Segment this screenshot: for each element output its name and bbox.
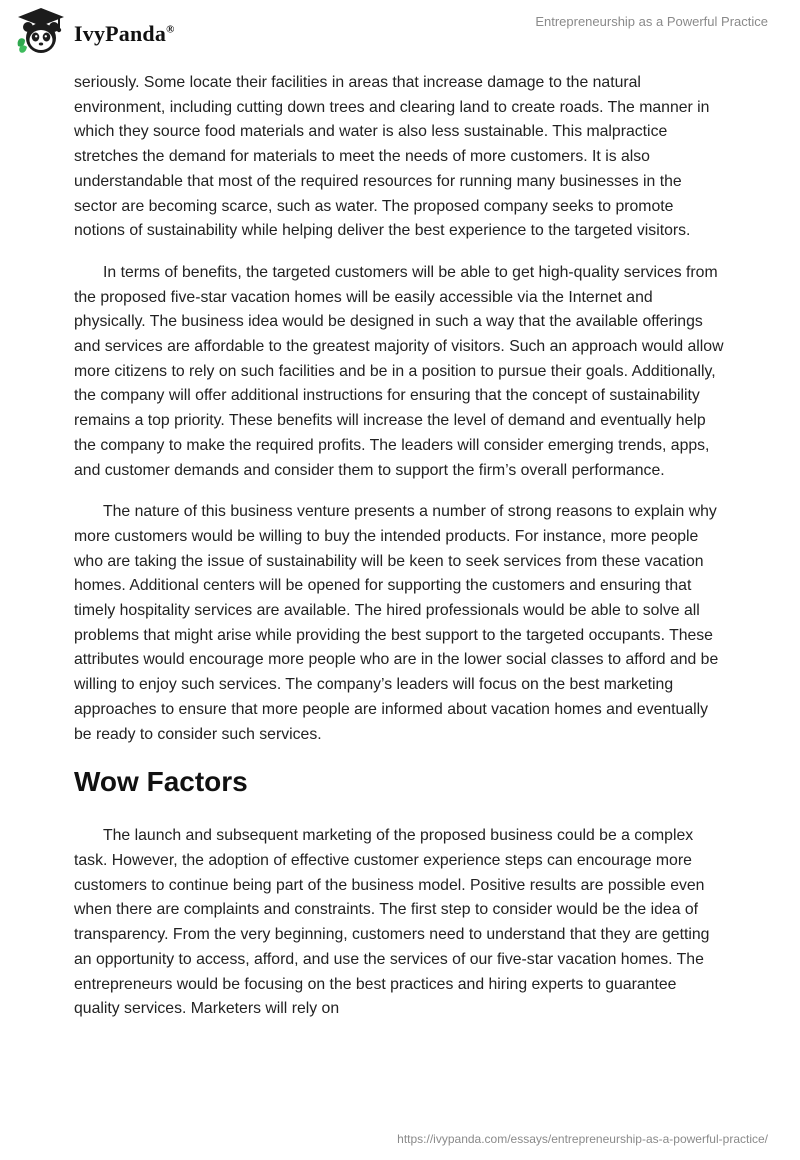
paragraph-1: seriously. Some locate their facilities in areas that increase damage to the natural environment, including cutting down trees and clearing land to create roads. The manner in which they source food materials and water is also less sustainable. This malpractice stretches the demand for materials to meet the needs of more customers. It is also understandable that most of the required resources for running many businesses in the sector are becoming scarce, such as water. The proposed company seeks to promote notions of sustainability while helping deliver the best experience to the targeted visitors. [74,74,710,240]
paragraph-2: In terms of benefits, the targeted customers will be able to get high-quality services from the proposed five-star vacation homes will be easily accessible via the Internet and physically. The business idea would be designed in such a way that the available offerings and services are affordable to the greatest majority of visitors. Such an approach would allow more citizens to rely on such facilities and be in a position to pursue their goals. Additionally, the company will offer additional instructions for ensuring that the concept of sustainability remains a top priority. These benefits will increase the level of demand and eventually help the company to make the required profits. The leaders will consider emerging trends, apps, and customer demands and consider them to support the firm’s overall performance. [74,263,724,479]
registered-mark: ® [166,23,175,36]
brand-logo[interactable] [14,6,175,56]
source-url[interactable]: https://ivypanda.com/essays/entrepreneurship-as-a-powerful-practice/ [397,1132,768,1146]
panda-graduation-cap-icon [14,6,68,56]
essay-body [74,71,726,1039]
document-title: Entrepreneurship as a Powerful Practice [535,14,768,29]
section-heading: Wow Factors [74,766,248,798]
brand-name: IvyPanda® [74,21,175,46]
section-paragraph: The launch and subsequent marketing of the proposed business could be a complex task. However, the adoption of effective customer experience steps can encourage more customers to continue being part of the business model. Positive results are possible even when there are complaints and constraints. The first step to consider would be the idea of transparency. From the very beginning, customers need to understand that they are getting an opportunity to access, afford, and use the services of our five-star vacation homes. The entrepreneurs would be focusing on the best practices and hiring experts to guarantee quality services. Marketers will rely on [74,827,710,1018]
page-header [0,0,800,70]
paragraph-3: The nature of this business venture presents a number of strong reasons to explain why more customers would be willing to buy the intended products. For instance, more people who are taking the issue of sustainability will be keen to seek services from these vacation homes. Additional centers will be opened for supporting the customers and ensuring that timely hospitality services are available. The hired professionals would be able to solve all problems that might arise while providing the best support to the targeted occupants. These attributes would encourage more people who are in the lower social classes to afford and be willing to enjoy such services. The company’s leaders will focus on the best marketing approaches to ensure that more people are informed about vacation homes and eventually be ready to consider such services. [74,503,719,743]
